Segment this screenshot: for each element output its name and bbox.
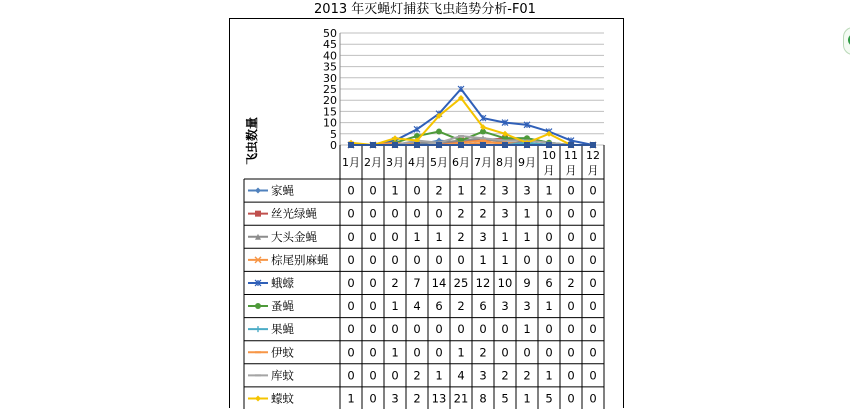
- table-cell-value: 0: [347, 183, 355, 198]
- table-cell-value: 0: [589, 206, 597, 221]
- table-cell-value: 3: [501, 206, 509, 221]
- y-tick-label: 15: [323, 105, 337, 119]
- table-cell-value: 0: [347, 206, 355, 221]
- table-cell-value: 0: [545, 345, 553, 360]
- table-cell-value: 8: [479, 391, 487, 406]
- table-cell-value: 6: [435, 299, 443, 314]
- y-tick-label: 10: [323, 116, 337, 130]
- table-cell-value: 2: [567, 275, 575, 290]
- legend-label: 库蚊: [271, 368, 294, 383]
- table-cell-value: 13: [431, 391, 447, 406]
- table-cell-value: 1: [523, 391, 531, 406]
- data-point: [348, 142, 354, 148]
- table-cell-value: 0: [589, 345, 597, 360]
- y-tick-label: 20: [323, 94, 337, 108]
- legend-key-marker: [255, 326, 261, 332]
- table-cell-value: 1: [501, 229, 509, 244]
- legend-key-marker: [255, 188, 261, 194]
- table-cell-value: 0: [457, 252, 465, 267]
- table-cell-value: 3: [501, 183, 509, 198]
- table-cell-value: 6: [545, 275, 553, 290]
- data-point: [568, 142, 574, 148]
- legend-label: 果蝇: [271, 322, 294, 337]
- x-tick-label: 月: [543, 164, 555, 177]
- chart-area: [229, 18, 624, 408]
- table-cell-value: 1: [523, 206, 531, 221]
- y-tick-label: 45: [323, 38, 337, 52]
- table-cell-value: 2: [479, 206, 487, 221]
- table-cell-value: 0: [589, 275, 597, 290]
- x-tick-label: 10: [542, 149, 556, 162]
- table-cell-value: 3: [391, 391, 399, 406]
- table-cell-value: 1: [545, 299, 553, 314]
- x-tick-label: 5月: [430, 156, 448, 169]
- table-cell-value: 0: [347, 229, 355, 244]
- table-cell-value: 2: [501, 368, 509, 383]
- table-cell-value: 0: [523, 252, 531, 267]
- table-cell-value: 0: [369, 275, 377, 290]
- table-cell-value: 4: [457, 368, 465, 383]
- table-cell-value: 0: [413, 322, 421, 337]
- chart-svg: [230, 19, 625, 409]
- table-cell-value: 4: [413, 299, 421, 314]
- table-cell-value: 0: [347, 252, 355, 267]
- x-tick-label: 8月: [496, 156, 514, 169]
- table-cell-value: 0: [567, 299, 575, 314]
- legend-label: 丝光绿蝇: [271, 206, 317, 221]
- table-cell-value: 6: [479, 299, 487, 314]
- table-cell-value: 3: [479, 229, 487, 244]
- table-cell-value: 0: [435, 252, 443, 267]
- y-tick-label: 40: [323, 49, 337, 63]
- table-cell-value: 0: [589, 322, 597, 337]
- table-cell-value: 1: [391, 183, 399, 198]
- table-cell-value: 0: [347, 368, 355, 383]
- table-cell-value: 2: [413, 391, 421, 406]
- table-cell-value: 0: [479, 322, 487, 337]
- table-cell-value: 1: [457, 345, 465, 360]
- table-cell-value: 2: [457, 299, 465, 314]
- table-cell-value: 0: [435, 322, 443, 337]
- table-cell-value: 0: [589, 229, 597, 244]
- data-point: [458, 142, 464, 148]
- table-cell-value: 0: [413, 206, 421, 221]
- x-tick-label: 9月: [518, 156, 536, 169]
- data-point: [392, 142, 398, 148]
- x-tick-label: 6月: [452, 156, 470, 169]
- table-cell-value: 3: [479, 368, 487, 383]
- table-cell-value: 1: [523, 322, 531, 337]
- legend-key-marker: [255, 303, 261, 309]
- table-cell-value: 14: [431, 275, 447, 290]
- x-tick-label: 1月: [342, 156, 360, 169]
- table-cell-value: 0: [501, 322, 509, 337]
- table-cell-value: 0: [369, 322, 377, 337]
- table-cell-value: 2: [479, 345, 487, 360]
- table-cell-value: 1: [435, 368, 443, 383]
- legend-label: 大头金蝇: [271, 229, 317, 244]
- table-cell-value: 0: [523, 345, 531, 360]
- y-axis-label: 飞虫数量: [245, 116, 259, 166]
- table-cell-value: 0: [369, 299, 377, 314]
- x-tick-label: 11: [564, 149, 578, 162]
- table-cell-value: 0: [391, 229, 399, 244]
- legend-label: 蛾蠓: [271, 275, 294, 290]
- table-cell-value: 1: [545, 368, 553, 383]
- table-cell-value: 0: [567, 322, 575, 337]
- table-cell-value: 0: [347, 345, 355, 360]
- table-cell-value: 0: [347, 322, 355, 337]
- side-panel-handle[interactable]: [843, 27, 850, 55]
- table-cell-value: 0: [567, 206, 575, 221]
- table-cell-value: 0: [589, 391, 597, 406]
- data-point: [524, 142, 530, 148]
- table-cell-value: 0: [369, 252, 377, 267]
- table-cell-value: 3: [523, 183, 531, 198]
- table-cell-value: 0: [413, 183, 421, 198]
- table-cell-value: 0: [369, 229, 377, 244]
- y-tick-label: 35: [323, 60, 337, 74]
- data-point: [590, 142, 596, 148]
- y-tick-label: 5: [330, 127, 337, 141]
- x-tick-label: 12: [586, 149, 600, 162]
- table-cell-value: 1: [545, 183, 553, 198]
- table-cell-value: 0: [589, 299, 597, 314]
- x-tick-label: 2月: [364, 156, 382, 169]
- table-cell-value: 0: [413, 252, 421, 267]
- table-cell-value: 0: [567, 345, 575, 360]
- table-cell-value: 0: [567, 183, 575, 198]
- legend-label: 蠓蚊: [271, 391, 294, 406]
- x-tick-label: 7月: [474, 156, 492, 169]
- table-cell-value: 0: [589, 252, 597, 267]
- table-cell-value: 2: [391, 275, 399, 290]
- table-cell-value: 2: [479, 183, 487, 198]
- table-cell-value: 1: [501, 252, 509, 267]
- table-cell-value: 1: [457, 183, 465, 198]
- table-cell-value: 0: [545, 252, 553, 267]
- x-tick-label: 4月: [408, 156, 426, 169]
- table-cell-value: 0: [457, 322, 465, 337]
- table-cell-value: 3: [501, 299, 509, 314]
- x-tick-label: 3月: [386, 156, 404, 169]
- table-cell-value: 0: [347, 299, 355, 314]
- y-tick-label: 25: [323, 83, 337, 96]
- table-cell-value: 0: [369, 391, 377, 406]
- table-cell-value: 0: [501, 345, 509, 360]
- table-cell-value: 0: [545, 322, 553, 337]
- data-point: [370, 142, 376, 148]
- table-cell-value: 9: [523, 275, 531, 290]
- table-cell-value: 0: [391, 252, 399, 267]
- table-cell-value: 2: [523, 368, 531, 383]
- table-cell-value: 0: [545, 229, 553, 244]
- table-cell-value: 0: [369, 345, 377, 360]
- table-cell-value: 10: [497, 275, 513, 290]
- table-cell-value: 0: [435, 206, 443, 221]
- table-cell-value: 0: [567, 368, 575, 383]
- data-point: [480, 142, 486, 148]
- table-cell-value: 2: [457, 229, 465, 244]
- legend-label: 蚤蝇: [271, 299, 294, 314]
- table-cell-value: 5: [501, 391, 509, 406]
- table-cell-value: 1: [479, 252, 487, 267]
- y-tick-label: 30: [323, 71, 337, 85]
- x-tick-label: 月: [587, 164, 599, 177]
- table-cell-value: 0: [391, 322, 399, 337]
- table-cell-value: 0: [413, 345, 421, 360]
- table-cell-value: 2: [435, 183, 443, 198]
- table-cell-value: 1: [391, 345, 399, 360]
- legend-label: 家蝇: [271, 183, 294, 198]
- table-cell-value: 0: [567, 391, 575, 406]
- table-cell-value: 1: [347, 391, 355, 406]
- table-cell-value: 0: [369, 368, 377, 383]
- table-cell-value: 3: [523, 299, 531, 314]
- table-cell-value: 0: [391, 206, 399, 221]
- legend-key-marker: [255, 211, 261, 217]
- legend-label: 伊蚊: [271, 345, 294, 360]
- table-cell-value: 2: [413, 368, 421, 383]
- table-cell-value: 1: [391, 299, 399, 314]
- table-cell-value: 0: [347, 275, 355, 290]
- table-cell-value: 12: [475, 275, 491, 290]
- data-point: [546, 142, 552, 148]
- table-cell-value: 25: [453, 275, 469, 290]
- data-point: [436, 142, 442, 148]
- y-tick-label: 0: [330, 139, 337, 152]
- table-cell-value: 0: [545, 206, 553, 221]
- table-cell-value: 0: [589, 183, 597, 198]
- table-cell-value: 0: [369, 183, 377, 198]
- table-cell-value: 1: [435, 229, 443, 244]
- data-point: [502, 142, 508, 148]
- y-tick-label: 50: [323, 27, 337, 40]
- table-cell-value: 5: [545, 391, 553, 406]
- data-point: [414, 142, 420, 148]
- chart-title: 2013 年灭蝇灯捕获飞虫趋势分析-F01: [314, 2, 536, 17]
- table-cell-value: 0: [391, 368, 399, 383]
- table-cell-value: 2: [457, 206, 465, 221]
- table-cell-value: 0: [369, 206, 377, 221]
- table-cell-value: 1: [523, 229, 531, 244]
- x-tick-label: 月: [565, 164, 577, 177]
- table-cell-value: 0: [435, 345, 443, 360]
- table-cell-value: 0: [589, 368, 597, 383]
- table-cell-value: 0: [567, 252, 575, 267]
- table-cell-value: 21: [453, 391, 469, 406]
- legend-label: 棕尾别麻蝇: [271, 252, 329, 267]
- legend-key-marker: [255, 395, 261, 401]
- table-cell-value: 7: [413, 275, 421, 290]
- data-point: [436, 129, 442, 135]
- table-cell-value: 1: [413, 229, 421, 244]
- table-cell-value: 0: [567, 229, 575, 244]
